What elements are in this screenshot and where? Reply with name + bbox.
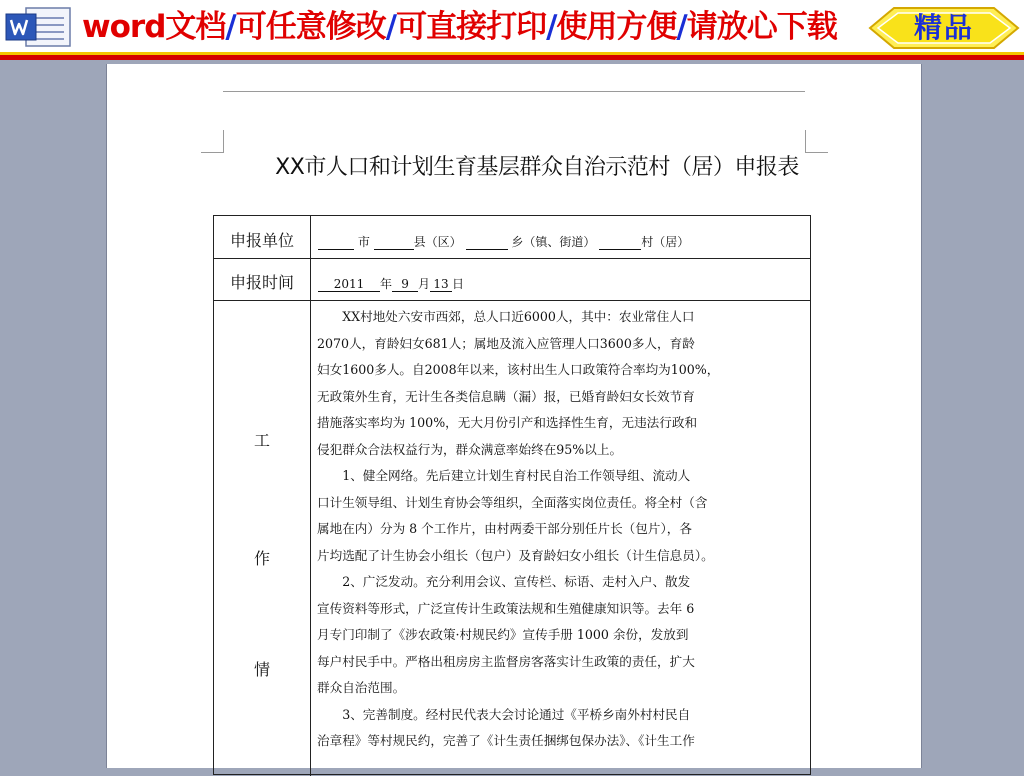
body-line: 属地在内）分为 8 个工作片，由村两委干部分别任片长（包片），各 [317, 521, 692, 536]
application-form-table [213, 215, 811, 775]
banner-segment: / [225, 9, 236, 45]
premium-badge: 精品 [913, 11, 974, 44]
banner-segment: 可任意修改 [235, 9, 386, 45]
applicant-unit-value [318, 233, 689, 250]
unit-village: 村（居） [641, 235, 690, 249]
banner-segment: 可直接打印 [396, 9, 547, 45]
document-page [106, 64, 922, 768]
body-line: 3、完善制度。经村民代表大会讨论通过《平桥乡南外村村民自 [317, 706, 691, 722]
row-divider [214, 258, 810, 259]
banner-segment: / [546, 9, 557, 45]
banner-accent-stripe [0, 52, 1024, 55]
header-rule [223, 91, 805, 92]
work-situation-text [317, 304, 805, 755]
body-line: 月专门印制了《涉农政策·村规民约》宣传手册 1000 余份，发放到 [317, 627, 689, 642]
body-line: 2、广泛发动。充分利用会议、宣传栏、标语、走村入户、散发 [317, 574, 691, 589]
body-line: 1、健全网络。先后建立计划生育村民自治工作领导组、流动人 [317, 468, 691, 483]
body-line: 侵犯群众合法权益行为，群众满意率始终在95%以上。 [317, 441, 623, 457]
date-month-unit: 月 [418, 277, 431, 291]
unit-county: 县（区） [413, 235, 462, 249]
application-date-value [318, 275, 464, 292]
body-line: XX村地处六安市西郊，总人口近6000人，其中：农业常住人口 [317, 309, 695, 324]
body-line: 群众自治范围。 [317, 680, 406, 695]
date-year-unit: 年 [380, 277, 393, 291]
unit-township: 乡（镇、街道） [511, 235, 596, 249]
body-line: 宣传资料等形式，广泛宣传计生政策法规和生殖健康知识等。去年 6 [317, 600, 695, 616]
banner-segment: word文档 [82, 9, 226, 45]
unit-city: 市 [357, 235, 370, 249]
label-work-char-1: 工 [253, 431, 270, 450]
banner-slogan [82, 3, 837, 51]
label-work-char-2: 作 [253, 549, 270, 568]
banner-segment: / [385, 9, 397, 45]
body-line: 片均选配了计生协会小组长（包户）及育龄妇女小组长（计生信息员）。 [317, 547, 714, 563]
body-line: 每户村民手中。严格出租房房主监督房客落实计生政策的责任，扩大 [317, 653, 695, 669]
body-line: 口计生领导组、计划生育协会等组织，全面落实岗位责任。将全村（含 [317, 494, 708, 510]
label-application-date: 申报时间 [229, 273, 294, 292]
date-month: 9 [392, 277, 418, 292]
top-banner [0, 0, 1024, 60]
body-line: 2070人，育龄妇女681人；属地及流入应管理人口3600多人，育龄 [317, 335, 695, 351]
label-applicant-unit: 申报单位 [229, 231, 294, 250]
body-line: 措施落实率均为 100%，无大月份引产和选择性生育，无违法行政和 [317, 415, 698, 430]
body-line: 无政策外生育，无计生各类信息瞒（漏）报，已婚育龄妇女长效节育 [317, 388, 695, 404]
label-work-char-3: 情 [253, 660, 270, 679]
document-title: XX市人口和计划生育基层群众自治示范村（居）申报表 [275, 155, 799, 180]
word-document-icon [4, 6, 76, 50]
date-day: 13 [430, 277, 452, 292]
body-line: 妇女1600多人。自2008年以来，该村出生人口政策符合率均为100%， [317, 362, 720, 377]
date-day-unit: 日 [452, 277, 465, 291]
banner-segment: / [676, 9, 687, 45]
body-line: 治章程》等村规民约，完善了《计生责任捆绑包保办法》、《计生工作 [317, 733, 695, 748]
banner-segment: 请放心下载 [686, 9, 837, 45]
row-divider [214, 300, 810, 301]
banner-segment: 使用方便 [556, 9, 677, 45]
date-year: 2011 [318, 277, 380, 292]
